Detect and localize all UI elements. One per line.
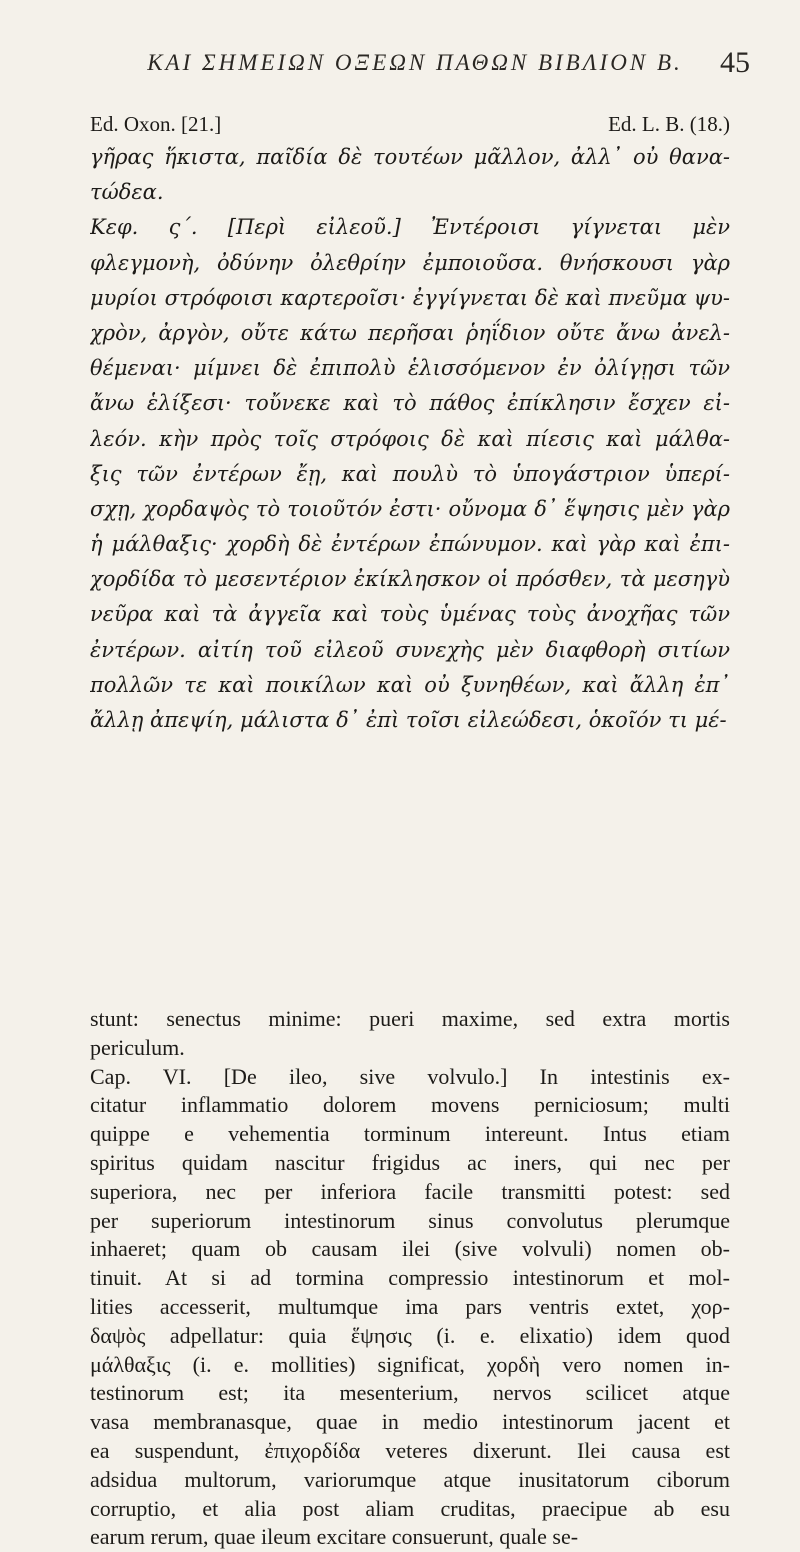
running-title: ΚΑΙ ΣΗΜΕΙΩΝ ΟΞΕΩΝ ΠΑΘΩΝ ΒΙΒΛΙΟΝ Β. bbox=[147, 50, 683, 75]
latin-line: lities accesserit, multumque ima pars ventris extet, χορ- bbox=[90, 1293, 730, 1319]
greek-line: ἡ μάλθαξις· χορδὴ δὲ ἐντέρων ἐπώνυμον. καὶ γὰρ καὶ ἐπι- bbox=[90, 532, 730, 557]
latin-line: superiora, nec per inferiora facile transmitti potest: sed bbox=[90, 1178, 730, 1204]
greek-line: τώδεα. bbox=[90, 180, 164, 205]
latin-line: δαψὸς adpellatur: quia ἕψησις (i. e. elixatio) idem quod bbox=[90, 1322, 730, 1348]
greek-line: λεόν. κὴν πρὸς τοῖς στρόφοις δὲ καὶ πίεσις καὶ μάλθα- bbox=[90, 426, 730, 451]
greek-line: ἄνω ἑλίξεσι· τοὔνεκε καὶ τὸ πάθος ἐπίκλησιν ἔσχεν εἰ- bbox=[90, 391, 730, 416]
greek-line: νεῦρα καὶ τὰ ἀγγεῖα καὶ τοὺς ὑμένας τοὺς ἀνοχῆας τῶν bbox=[90, 602, 730, 627]
greek-line: σχῃ, χορδαψὸς τὸ τοιοῦτόν ἐστι· οὔνομα δ᾽ ἕψησις μὲν γὰρ bbox=[90, 496, 730, 521]
latin-line: spiritus quidam nascitur frigidus ac iners, qui nec per bbox=[90, 1149, 730, 1175]
greek-line: φλεγμονὴ, ὀδύνην ὀλεθρίην ἐμποιοῦσα. θνήσκουσι γὰρ bbox=[90, 250, 730, 275]
greek-line: θέμεναι· μίμνει δὲ ἐπιπολὺ ἑλισσόμενον ἐν ὀλίγῃσι τῶν bbox=[90, 356, 730, 381]
latin-line: tinuit. At si ad tormina compressio intestinorum et mol- bbox=[90, 1265, 730, 1291]
greek-line: μυρίοι στρόφοισι καρτεροῖσι· ἐγγίγνεται δὲ καὶ πνεῦμα ψυ- bbox=[90, 285, 730, 310]
latin-line: testinorum est; ita mesenterium, nervos scilicet atque bbox=[90, 1380, 730, 1406]
greek-line: γῆρας ἥκιστα, παῖδία δὲ τουτέων μᾶλλον, ἀλλ᾽ οὐ θανα- bbox=[90, 145, 730, 169]
latin-line: ea suspendunt, ἐπιχορδίδα veteres dixerunt. Ilei causa est bbox=[90, 1437, 730, 1463]
latin-line: μάλθαξις (i. e. mollities) significat, χορδὴ vero nomen in- bbox=[90, 1351, 730, 1377]
page-number: 45 bbox=[720, 46, 750, 79]
latin-line: inhaeret; quam ob causam ilei (sive volvuli) nomen ob- bbox=[90, 1236, 730, 1262]
latin-translation bbox=[90, 1005, 730, 1552]
latin-line: vasa membranasque, quae in medio intestinorum jacent et bbox=[90, 1409, 730, 1435]
latin-line: periculum. bbox=[90, 1034, 185, 1060]
greek-line: χρὸν, ἀργὸν, οὔτε κάτω περῆσαι ῥηΐδιον οὔτε ἄνω ἀνελ- bbox=[90, 320, 730, 345]
latin-line: Cap. VI. [De ileo, sive volvulo.] In intestinis ex- bbox=[90, 1063, 730, 1089]
latin-line: corruptio, et alia post aliam cruditas, praecipue ab esu bbox=[90, 1495, 730, 1521]
greek-line: Κεφ. ς΄. [Περὶ εἰλεοῦ.] Ἐντέροισι γίγνεται μὲν bbox=[90, 215, 730, 240]
edition-ref-oxford: Ed. Oxon. [21.] bbox=[90, 112, 222, 136]
latin-line: per superiorum intestinorum sinus convolutus plerumque bbox=[90, 1207, 730, 1233]
running-head bbox=[90, 46, 750, 86]
greek-line: ἐντέρων. αἰτίη τοῦ εἰλεοῦ συνεχὴς μὲν διαφθορὴ σιτίων bbox=[90, 637, 730, 662]
greek-line: ξις τῶν ἐντέρων ἔῃ, καὶ πουλὺ τὸ ὑπογάστριον ὑπερί- bbox=[90, 461, 730, 486]
latin-line: earum rerum, quae ileum excitare consuerunt, quale se- bbox=[90, 1524, 579, 1550]
edition-ref-leiden: Ed. L. B. (18.) bbox=[608, 112, 730, 136]
greek-text bbox=[90, 140, 730, 738]
greek-line: χορδίδα τὸ μεσεντέριον ἐκίκλησκον οἱ πρόσθεν, τὰ μεσηγὺ bbox=[90, 567, 730, 592]
greek-line: πολλῶν τε καὶ ποικίλων καὶ οὐ ξυνηθέων, καὶ ἄλλη ἐπ᾽ bbox=[90, 672, 730, 697]
edition-references bbox=[90, 112, 730, 142]
latin-line: citatur inflammatio dolorem movens perniciosum; multi bbox=[90, 1092, 730, 1118]
greek-line: ἄλλῃ ἀπεψίη, μάλιστα δ᾽ ἐπὶ τοῖσι εἰλεώδεσι, ὁκοῖόν τι μέ- bbox=[90, 708, 727, 732]
latin-line: quippe e vehementia torminum intereunt. Intus etiam bbox=[90, 1121, 730, 1147]
latin-line: stunt: senectus minime: pueri maxime, sed extra mortis bbox=[90, 1006, 730, 1031]
latin-line: adsidua multorum, variorumque atque inusitatorum ciborum bbox=[90, 1466, 730, 1492]
